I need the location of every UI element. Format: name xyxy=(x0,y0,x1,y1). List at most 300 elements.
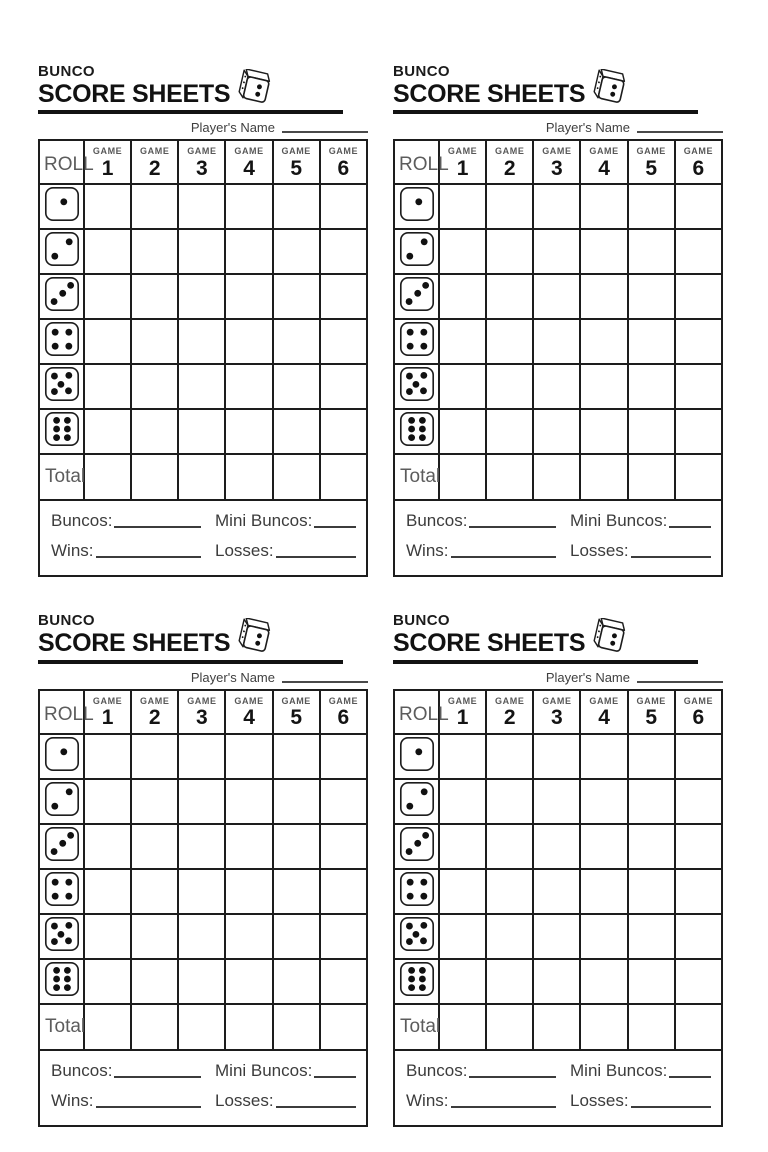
score-cell[interactable] xyxy=(580,914,627,959)
buncos-pair xyxy=(51,511,201,531)
die-cell xyxy=(394,364,439,409)
score-cell[interactable] xyxy=(439,824,486,869)
total-cell[interactable] xyxy=(84,454,131,500)
losses-field[interactable] xyxy=(631,556,711,558)
score-cell[interactable] xyxy=(178,319,225,364)
buncos-label: Buncos: xyxy=(51,1060,113,1080)
score-cell[interactable] xyxy=(580,959,627,1004)
table-header-row xyxy=(39,690,367,734)
score-cell[interactable] xyxy=(580,869,627,914)
score-cell[interactable] xyxy=(675,319,722,364)
score-cell[interactable] xyxy=(131,229,178,274)
die-face-5-icon xyxy=(44,916,80,952)
score-cell[interactable] xyxy=(178,869,225,914)
score-cell[interactable] xyxy=(273,364,320,409)
score-cell[interactable] xyxy=(225,319,272,364)
score-cell[interactable] xyxy=(628,914,675,959)
score-cell[interactable] xyxy=(533,229,580,274)
total-cell[interactable] xyxy=(178,1004,225,1050)
total-cell[interactable] xyxy=(533,454,580,500)
player-name-line xyxy=(38,670,368,685)
total-cell[interactable] xyxy=(225,1004,272,1050)
score-cell[interactable] xyxy=(131,959,178,1004)
score-cell[interactable] xyxy=(273,914,320,959)
sheet-title: SCORE SHEETS xyxy=(393,629,586,657)
score-cell[interactable] xyxy=(225,779,272,824)
game-label: GAME xyxy=(636,695,666,706)
score-cell[interactable] xyxy=(675,409,722,454)
score-cell[interactable] xyxy=(439,364,486,409)
losses-pair xyxy=(570,1091,711,1111)
score-cell[interactable] xyxy=(84,959,131,1004)
score-cell[interactable] xyxy=(675,184,722,229)
die-face-5-icon xyxy=(399,916,435,952)
sheet-title: SCORE SHEETS xyxy=(38,79,231,108)
score-cell[interactable] xyxy=(486,959,533,1004)
score-cell[interactable] xyxy=(628,869,675,914)
score-cell[interactable] xyxy=(533,959,580,1004)
score-cell[interactable] xyxy=(580,184,627,229)
bunco-kicker: BUNCO xyxy=(393,612,450,630)
game-number: 1 xyxy=(101,706,114,730)
die-face-2-icon xyxy=(399,231,435,267)
game-number: 4 xyxy=(598,706,610,730)
score-cell[interactable] xyxy=(320,734,367,779)
game-3-column-header xyxy=(533,140,580,184)
score-cell[interactable] xyxy=(225,229,272,274)
die-cell xyxy=(39,914,84,959)
roll-row-3 xyxy=(394,824,722,869)
game-number: 3 xyxy=(551,157,563,181)
score-cell[interactable] xyxy=(675,869,722,914)
game-2-column-header xyxy=(486,690,533,734)
score-cell[interactable] xyxy=(533,184,580,229)
score-cell[interactable] xyxy=(225,184,272,229)
buncos-label: Buncos: xyxy=(51,511,113,531)
score-cell[interactable] xyxy=(439,959,486,1004)
score-cell[interactable] xyxy=(486,869,533,914)
die-face-2-icon xyxy=(399,781,435,817)
game-number: 2 xyxy=(503,157,516,181)
score-cell[interactable] xyxy=(533,914,580,959)
wins-field[interactable] xyxy=(96,556,202,558)
game-2-column-header xyxy=(486,140,533,184)
score-cell[interactable] xyxy=(628,274,675,319)
score-cell[interactable] xyxy=(131,184,178,229)
mini-buncos-field[interactable] xyxy=(669,1076,711,1078)
score-cell[interactable] xyxy=(84,914,131,959)
score-cell[interactable] xyxy=(178,364,225,409)
player-name-label: Player's Name xyxy=(545,669,630,685)
buncos-field[interactable] xyxy=(114,526,201,528)
die-face-3-icon xyxy=(399,826,435,862)
score-cell[interactable] xyxy=(84,229,131,274)
score-cell[interactable] xyxy=(131,869,178,914)
totals-box xyxy=(38,501,368,577)
score-cell[interactable] xyxy=(84,364,131,409)
die-face-1-icon xyxy=(44,186,80,222)
score-cell[interactable] xyxy=(273,779,320,824)
score-cell[interactable] xyxy=(320,779,367,824)
die-cell xyxy=(394,734,439,779)
game-4-column-header xyxy=(580,140,627,184)
score-cell[interactable] xyxy=(486,274,533,319)
game-5-column-header xyxy=(273,140,320,184)
total-cell[interactable] xyxy=(580,454,627,500)
score-cell[interactable] xyxy=(486,184,533,229)
roll-row-4 xyxy=(394,319,722,364)
score-cell[interactable] xyxy=(320,274,367,319)
score-cell[interactable] xyxy=(84,409,131,454)
total-cell[interactable] xyxy=(131,454,178,500)
score-cell[interactable] xyxy=(320,364,367,409)
score-cell[interactable] xyxy=(178,734,225,779)
total-cell[interactable] xyxy=(580,1004,627,1050)
score-cell[interactable] xyxy=(84,184,131,229)
score-cell[interactable] xyxy=(675,734,722,779)
score-cell[interactable] xyxy=(486,824,533,869)
score-cell[interactable] xyxy=(320,229,367,274)
score-cell[interactable] xyxy=(675,274,722,319)
score-cell[interactable] xyxy=(675,779,722,824)
score-cell[interactable] xyxy=(225,364,272,409)
score-cell[interactable] xyxy=(628,184,675,229)
score-cell[interactable] xyxy=(178,409,225,454)
roll-row-2 xyxy=(394,779,722,824)
score-cell[interactable] xyxy=(273,184,320,229)
game-4-column-header xyxy=(225,690,272,734)
die-face-3-icon xyxy=(399,276,435,312)
score-cell[interactable] xyxy=(178,779,225,824)
game-number: 1 xyxy=(456,157,469,181)
total-row xyxy=(394,1004,722,1050)
score-cell[interactable] xyxy=(320,409,367,454)
total-cell[interactable] xyxy=(131,1004,178,1050)
total-cell[interactable] xyxy=(320,1004,367,1050)
total-row xyxy=(394,454,722,500)
score-cell[interactable] xyxy=(131,734,178,779)
losses-field[interactable] xyxy=(276,1106,356,1108)
die-cell xyxy=(394,409,439,454)
score-cell[interactable] xyxy=(131,364,178,409)
score-cell[interactable] xyxy=(486,409,533,454)
score-cell[interactable] xyxy=(580,274,627,319)
score-cell[interactable] xyxy=(628,734,675,779)
score-cell[interactable] xyxy=(131,779,178,824)
score-cell[interactable] xyxy=(675,824,722,869)
score-cell[interactable] xyxy=(320,184,367,229)
score-cell[interactable] xyxy=(486,734,533,779)
score-cell[interactable] xyxy=(273,959,320,1004)
roll-row-1 xyxy=(39,184,367,229)
game-label: GAME xyxy=(140,695,170,706)
score-cell[interactable] xyxy=(675,229,722,274)
wins-pair xyxy=(51,541,201,561)
game-number: 4 xyxy=(243,157,255,181)
score-cell[interactable] xyxy=(84,274,131,319)
roll-row-6 xyxy=(394,409,722,454)
table-header-row xyxy=(394,140,722,184)
game-number: 1 xyxy=(101,157,114,181)
total-cell[interactable] xyxy=(486,1004,533,1050)
total-cell[interactable] xyxy=(439,1004,486,1050)
score-cell[interactable] xyxy=(178,229,225,274)
losses-field[interactable] xyxy=(276,556,356,558)
total-cell[interactable] xyxy=(675,454,722,500)
score-cell[interactable] xyxy=(320,824,367,869)
mini-buncos-label: Mini Buncos: xyxy=(570,511,668,531)
game-number: 5 xyxy=(290,157,303,181)
game-label: GAME xyxy=(92,146,123,157)
bunco-score-sheet xyxy=(393,64,723,577)
score-cell[interactable] xyxy=(178,824,225,869)
game-3-column-header xyxy=(533,690,580,734)
score-cell[interactable] xyxy=(84,869,131,914)
score-cell[interactable] xyxy=(439,319,486,364)
score-table xyxy=(393,689,723,1051)
score-cell[interactable] xyxy=(533,779,580,824)
score-cell[interactable] xyxy=(84,779,131,824)
total-cell[interactable] xyxy=(84,1004,131,1050)
score-cell[interactable] xyxy=(131,409,178,454)
roll-column-header: ROLL xyxy=(394,140,439,184)
game-5-column-header xyxy=(273,690,320,734)
score-cell[interactable] xyxy=(131,824,178,869)
game-2-column-header xyxy=(131,690,178,734)
game-label: GAME xyxy=(328,695,359,706)
score-cell[interactable] xyxy=(628,824,675,869)
bunco-score-sheet xyxy=(393,613,723,1126)
die-cell xyxy=(394,824,439,869)
score-cell[interactable] xyxy=(439,734,486,779)
score-cell[interactable] xyxy=(628,409,675,454)
score-cell[interactable] xyxy=(320,319,367,364)
mini-buncos-label: Mini Buncos: xyxy=(215,511,313,531)
losses-label: Losses: xyxy=(570,541,629,561)
buncos-field[interactable] xyxy=(114,1076,201,1078)
mini-buncos-pair xyxy=(570,1061,711,1081)
total-cell[interactable] xyxy=(628,1004,675,1050)
score-cell[interactable] xyxy=(131,274,178,319)
score-cell[interactable] xyxy=(486,364,533,409)
score-cell[interactable] xyxy=(84,734,131,779)
die-cell xyxy=(39,274,84,319)
wins-pair xyxy=(406,541,556,561)
roll-row-1 xyxy=(39,734,367,779)
score-cell[interactable] xyxy=(273,734,320,779)
score-cell[interactable] xyxy=(320,959,367,1004)
score-cell[interactable] xyxy=(533,824,580,869)
die-face-4-icon xyxy=(44,871,80,907)
score-cell[interactable] xyxy=(628,779,675,824)
score-cell[interactable] xyxy=(628,229,675,274)
score-cell[interactable] xyxy=(580,824,627,869)
game-4-column-header xyxy=(580,690,627,734)
roll-row-3 xyxy=(39,824,367,869)
score-cell[interactable] xyxy=(178,959,225,1004)
score-cell[interactable] xyxy=(178,274,225,319)
die-face-6-icon xyxy=(44,411,80,447)
title-underline xyxy=(393,110,698,114)
game-label: GAME xyxy=(495,146,525,157)
game-label: GAME xyxy=(281,695,311,706)
score-cell[interactable] xyxy=(533,364,580,409)
score-cell[interactable] xyxy=(225,869,272,914)
wins-field[interactable] xyxy=(451,556,557,558)
sheet-title: SCORE SHEETS xyxy=(38,629,231,657)
bunco-score-sheet xyxy=(38,613,368,1126)
score-cell[interactable] xyxy=(273,274,320,319)
game-label: GAME xyxy=(542,695,572,706)
game-label: GAME xyxy=(636,146,666,157)
score-cell[interactable] xyxy=(675,914,722,959)
totals-box xyxy=(38,1051,368,1127)
mini-buncos-label: Mini Buncos: xyxy=(215,1060,313,1080)
total-cell[interactable] xyxy=(273,454,320,500)
score-cell[interactable] xyxy=(628,364,675,409)
score-cell[interactable] xyxy=(320,914,367,959)
mini-buncos-field[interactable] xyxy=(314,526,356,528)
score-cell[interactable] xyxy=(533,319,580,364)
player-name-field[interactable] xyxy=(637,681,723,683)
wins-field[interactable] xyxy=(451,1106,557,1108)
score-cell[interactable] xyxy=(486,779,533,824)
score-cell[interactable] xyxy=(439,184,486,229)
game-label: GAME xyxy=(495,695,525,706)
score-cell[interactable] xyxy=(320,869,367,914)
score-cell[interactable] xyxy=(580,409,627,454)
wins-field[interactable] xyxy=(96,1106,202,1108)
total-cell[interactable] xyxy=(533,1004,580,1050)
game-3-column-header xyxy=(178,690,225,734)
total-cell[interactable] xyxy=(273,1004,320,1050)
game-label: GAME xyxy=(589,695,619,706)
roll-row-3 xyxy=(394,274,722,319)
score-cell[interactable] xyxy=(675,959,722,1004)
score-cell[interactable] xyxy=(439,274,486,319)
score-cell[interactable] xyxy=(84,319,131,364)
score-cell[interactable] xyxy=(486,914,533,959)
game-number: 2 xyxy=(148,706,161,730)
game-4-column-header xyxy=(225,140,272,184)
game-label: GAME xyxy=(140,146,170,157)
total-cell[interactable] xyxy=(178,454,225,500)
score-cell[interactable] xyxy=(580,319,627,364)
buncos-row xyxy=(406,1061,711,1081)
score-cell[interactable] xyxy=(273,824,320,869)
score-cell[interactable] xyxy=(628,959,675,1004)
score-cell[interactable] xyxy=(580,779,627,824)
totals-box xyxy=(393,1051,723,1127)
total-cell[interactable] xyxy=(675,1004,722,1050)
score-cell[interactable] xyxy=(273,869,320,914)
game-number: 2 xyxy=(148,157,161,181)
game-number: 5 xyxy=(645,157,658,181)
die-face-1-icon xyxy=(399,186,435,222)
score-cell[interactable] xyxy=(439,779,486,824)
game-number: 6 xyxy=(337,706,350,730)
title-underline xyxy=(393,660,698,664)
player-name-field[interactable] xyxy=(282,681,368,683)
score-cell[interactable] xyxy=(486,229,533,274)
die-face-1-icon xyxy=(44,736,80,772)
score-cell[interactable] xyxy=(273,319,320,364)
total-cell[interactable] xyxy=(486,454,533,500)
total-cell[interactable] xyxy=(225,454,272,500)
score-cell[interactable] xyxy=(533,869,580,914)
die-face-1-icon xyxy=(399,736,435,772)
player-name-field[interactable] xyxy=(282,131,368,133)
mini-buncos-label: Mini Buncos: xyxy=(570,1060,668,1080)
wins-pair xyxy=(406,1091,556,1111)
mini-buncos-field[interactable] xyxy=(314,1076,356,1078)
score-cell[interactable] xyxy=(225,959,272,1004)
buncos-field[interactable] xyxy=(469,1076,556,1078)
buncos-pair xyxy=(406,511,556,531)
game-5-column-header xyxy=(628,690,675,734)
score-cell[interactable] xyxy=(131,319,178,364)
score-cell[interactable] xyxy=(628,319,675,364)
score-cell[interactable] xyxy=(533,274,580,319)
die-face-4-icon xyxy=(399,871,435,907)
roll-row-3 xyxy=(39,274,367,319)
game-label: GAME xyxy=(281,146,311,157)
roll-row-6 xyxy=(39,409,367,454)
score-cell[interactable] xyxy=(225,914,272,959)
score-cell[interactable] xyxy=(439,409,486,454)
roll-row-4 xyxy=(39,319,367,364)
sheet-header xyxy=(393,64,723,114)
score-cell[interactable] xyxy=(580,229,627,274)
sheet-header xyxy=(38,613,368,663)
total-cell[interactable] xyxy=(628,454,675,500)
score-cell[interactable] xyxy=(675,364,722,409)
mini-buncos-field[interactable] xyxy=(669,526,711,528)
game-number: 5 xyxy=(290,706,303,730)
score-cell[interactable] xyxy=(131,914,178,959)
score-cell[interactable] xyxy=(225,824,272,869)
total-cell[interactable] xyxy=(439,454,486,500)
score-cell[interactable] xyxy=(225,734,272,779)
score-cell[interactable] xyxy=(273,229,320,274)
score-cell[interactable] xyxy=(439,229,486,274)
buncos-field[interactable] xyxy=(469,526,556,528)
score-cell[interactable] xyxy=(580,364,627,409)
score-cell[interactable] xyxy=(225,274,272,319)
score-cell[interactable] xyxy=(439,869,486,914)
score-cell[interactable] xyxy=(178,184,225,229)
player-name-field[interactable] xyxy=(637,131,723,133)
total-cell[interactable] xyxy=(320,454,367,500)
score-cell[interactable] xyxy=(439,914,486,959)
die-cell xyxy=(39,869,84,914)
score-cell[interactable] xyxy=(580,734,627,779)
game-number: 6 xyxy=(337,157,350,181)
score-cell[interactable] xyxy=(178,914,225,959)
sheet-header xyxy=(393,613,723,663)
score-cell[interactable] xyxy=(84,824,131,869)
score-cell[interactable] xyxy=(486,319,533,364)
score-cell[interactable] xyxy=(273,409,320,454)
score-cell[interactable] xyxy=(225,409,272,454)
score-cell[interactable] xyxy=(533,409,580,454)
score-cell[interactable] xyxy=(533,734,580,779)
game-number: 6 xyxy=(692,706,705,730)
roll-row-2 xyxy=(39,229,367,274)
losses-field[interactable] xyxy=(631,1106,711,1108)
roll-row-4 xyxy=(394,869,722,914)
roll-row-2 xyxy=(39,779,367,824)
